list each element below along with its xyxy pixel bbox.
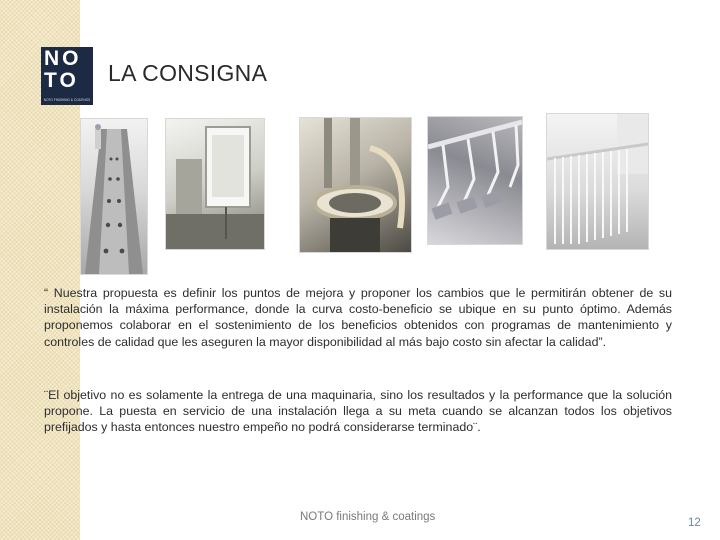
logo-row-1: NO <box>44 47 82 70</box>
photo-spray-booth <box>165 118 265 250</box>
photo-hanging-parts <box>427 116 523 245</box>
paragraph-objective: ¨El objetivo no es solamente la entrega de una maquinaria, sino los resultados y la performance que la solución propone. La puesta en servicio de una instalación llega a su meta cuando se alcanzan todos los objetivos prefijados y hasta entonces nuestro empeño no podrá considerarse terminado¨. <box>44 388 672 435</box>
logo-row-2: TO <box>44 69 79 92</box>
photo-conveyor-floor <box>80 118 148 275</box>
footer-text: NOTO finishing & coatings <box>300 511 436 523</box>
slide-title: LA CONSIGNA <box>108 60 268 86</box>
photo-rack-hangers <box>546 113 649 250</box>
noto-logo <box>41 47 93 105</box>
photo-rotary-machine <box>299 117 412 253</box>
paragraph-proposal: “ Nuestra propuesta es definir los puntos de mejora y proponer los cambios que le permitirán obtener de su instalación la máxima performance, donde la curva costo-beneficio se ubique en su punto óptimo. Además proponemos colaborar en el sostenimiento de los beneficios obtenidos con programas de mantenimiento y controles de calidad que les aseguren la mayor disponibilidad al más bajo costo sin afectar la calidad”. <box>44 286 672 349</box>
logo-tagline: NOTO FINISHING & COATINGS <box>43 98 91 102</box>
page-number: 12 <box>688 517 701 529</box>
